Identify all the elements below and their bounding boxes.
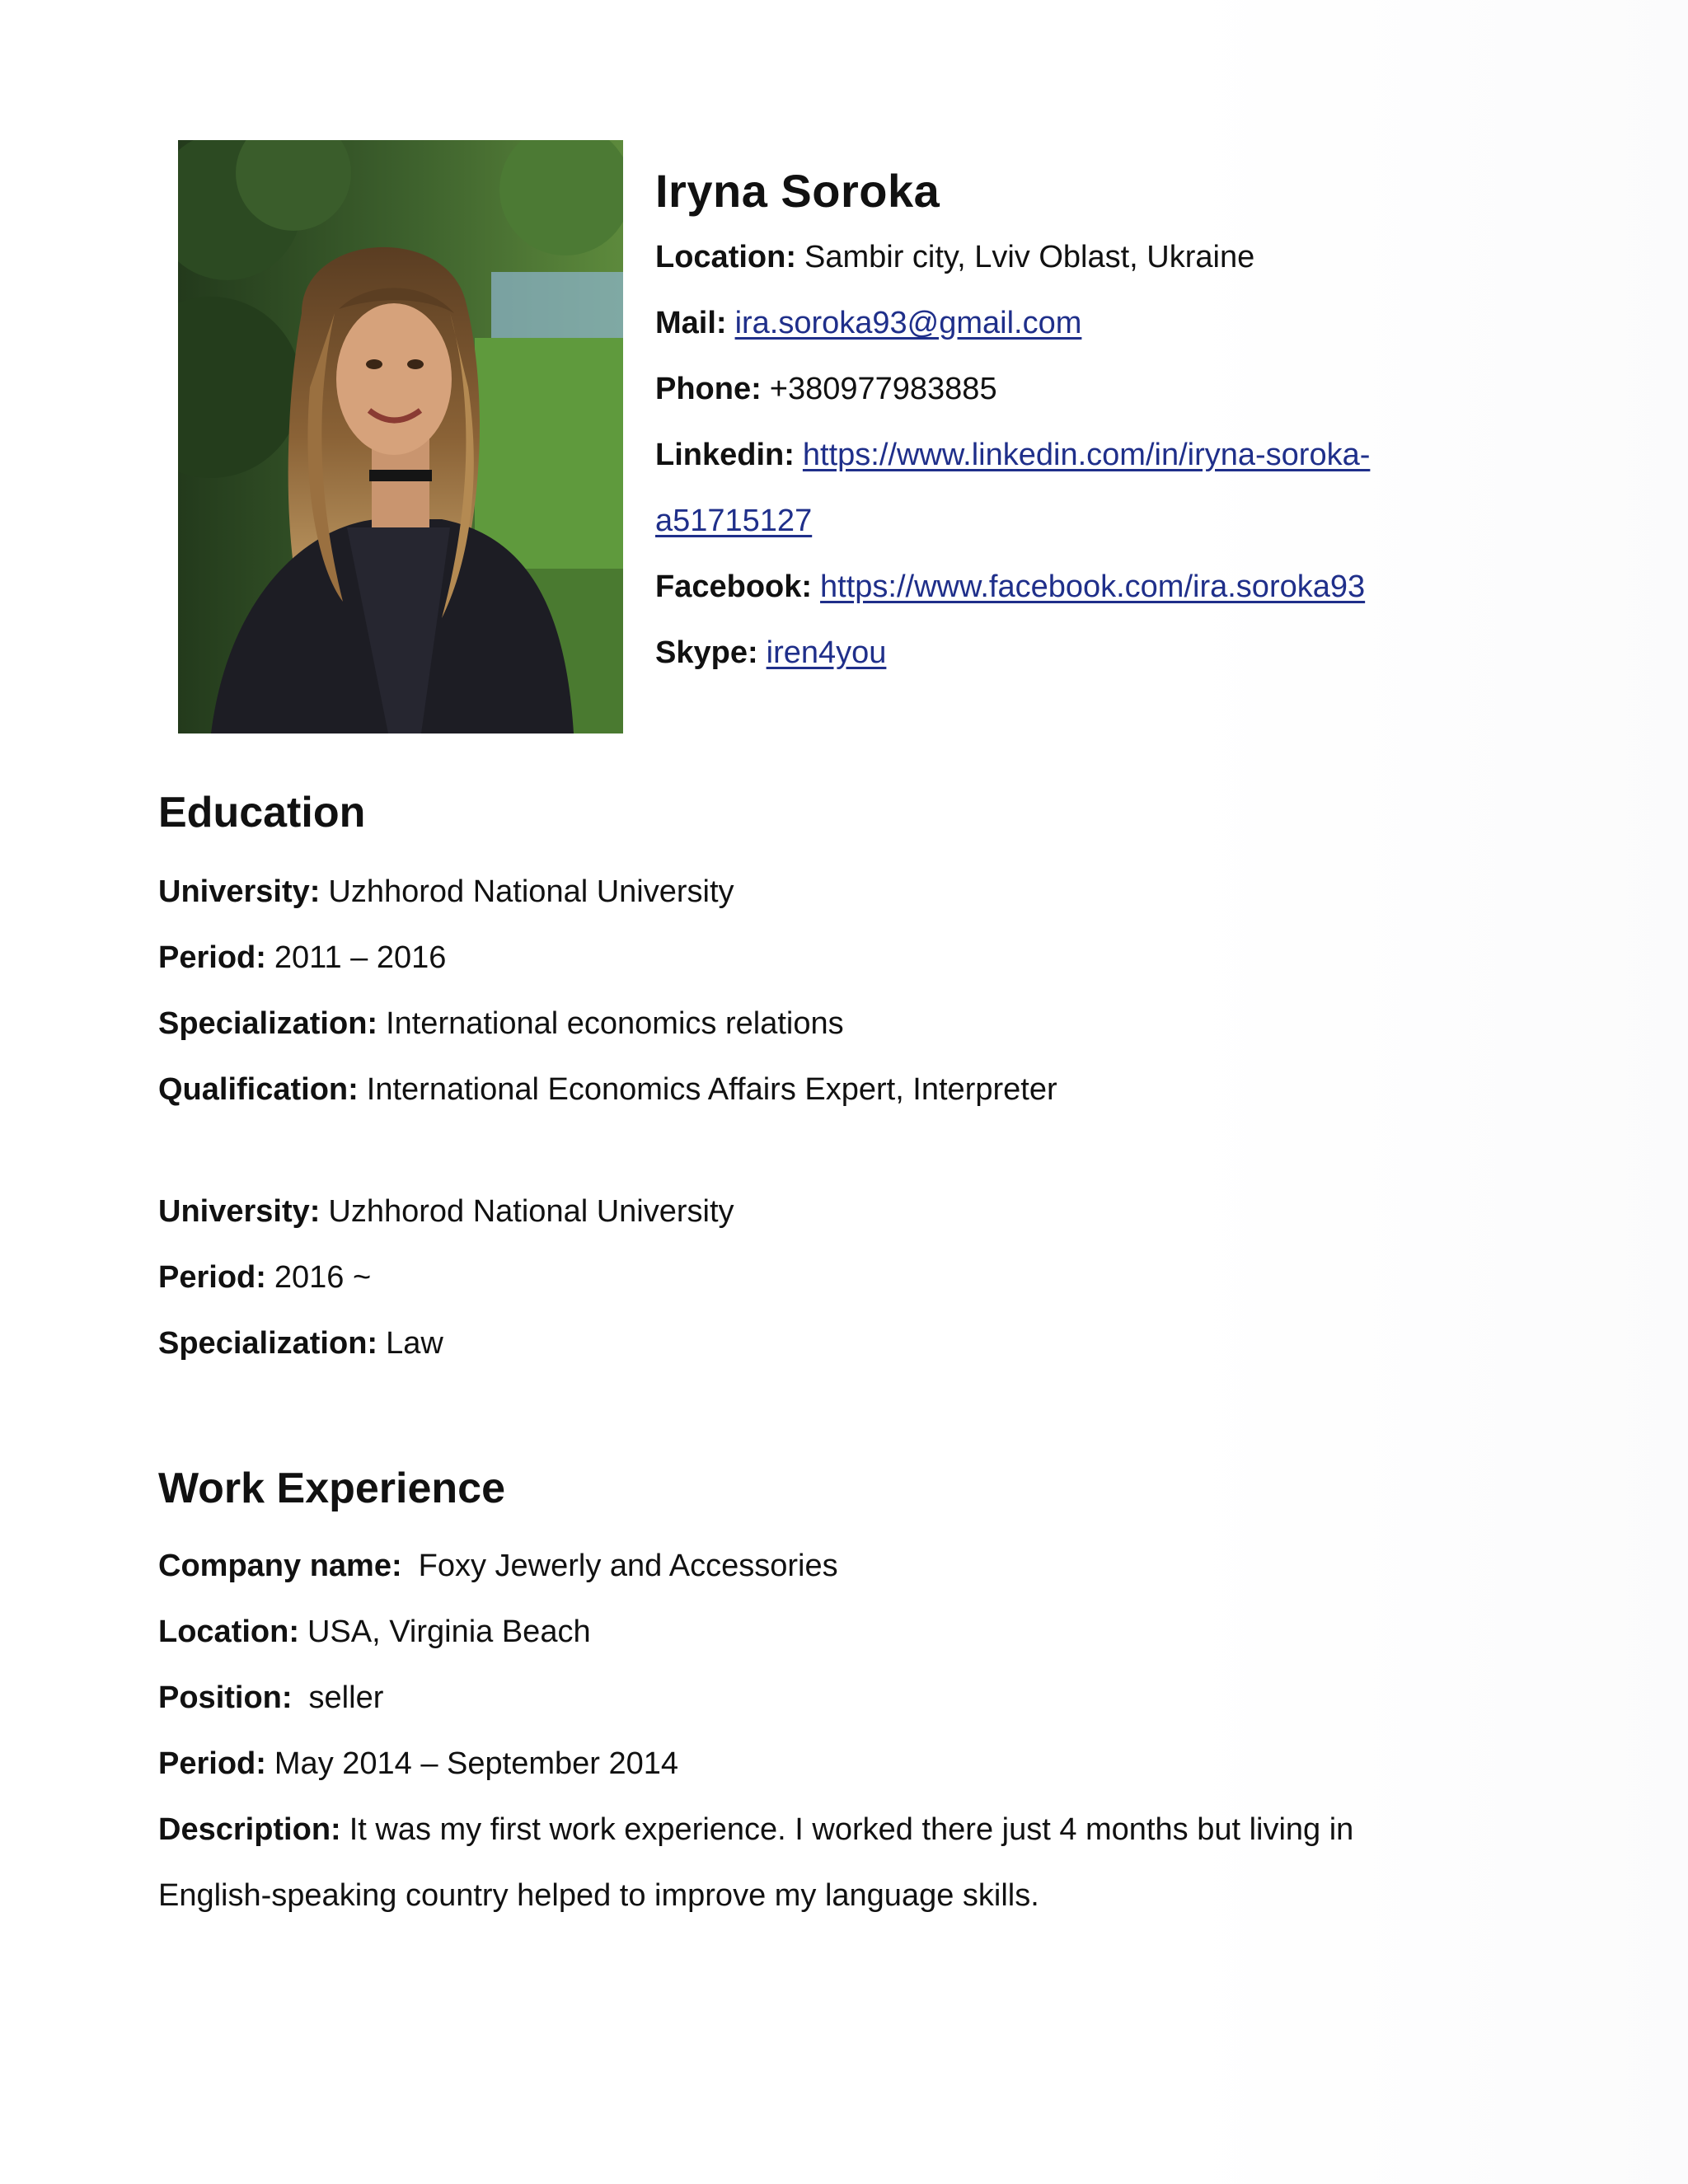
- facebook-label: Facebook:: [655, 569, 813, 604]
- location-row: [655, 224, 1603, 290]
- education-specialization-row: [158, 991, 1559, 1057]
- company-label: Company name:: [158, 1549, 402, 1583]
- description-value: It was my first work experience. I worked there just 4 months but living in English-speaking country helped to improve my language skills.: [158, 1812, 1354, 1913]
- period-value: 2011 – 2016: [274, 940, 447, 975]
- work-period-label: Period:: [158, 1746, 266, 1781]
- work-location-row: [158, 1599, 1559, 1665]
- skype-row: [655, 620, 1603, 686]
- profile-photo-illustration: [178, 140, 623, 733]
- work-experience-heading: Work Experience: [158, 1465, 506, 1512]
- work-location-label: Location:: [158, 1615, 299, 1649]
- specialization-label: Specialization:: [158, 1326, 378, 1361]
- education-qualification-row: [158, 1057, 1559, 1122]
- qualification-label: Qualification:: [158, 1072, 359, 1107]
- company-value: Foxy Jewerly and Accessories: [418, 1549, 838, 1583]
- linkedin-link[interactable]: https://www.linkedin.com/in/iryna-soroka-: [802, 438, 1371, 472]
- phone-label: Phone:: [655, 372, 762, 406]
- work-company-row: [158, 1533, 1559, 1599]
- education-specialization-row: [158, 1310, 1559, 1376]
- work-period-row: [158, 1731, 1559, 1797]
- university-value: Uzhhorod National University: [328, 874, 734, 909]
- qualification-value: International Economics Affairs Expert, Interpreter: [366, 1072, 1057, 1107]
- mail-label: Mail:: [655, 306, 727, 340]
- university-value: Uzhhorod National University: [328, 1194, 734, 1229]
- work-location-value: USA, Virginia Beach: [307, 1615, 591, 1649]
- specialization-value: Law: [386, 1326, 443, 1361]
- location-label: Location:: [655, 240, 796, 274]
- facebook-row: [655, 554, 1603, 620]
- period-label: Period:: [158, 1260, 266, 1295]
- location-value: Sambir city, Lviv Oblast, Ukraine: [804, 240, 1255, 274]
- education-heading: Education: [158, 789, 366, 837]
- linkedin-row-continued: [655, 488, 1603, 554]
- position-label: Position:: [158, 1680, 293, 1715]
- education-period-row: [158, 925, 1559, 991]
- university-label: University:: [158, 874, 321, 909]
- work-description-row: [158, 1797, 1444, 1929]
- skype-label: Skype:: [655, 635, 758, 670]
- work-period-value: May 2014 – September 2014: [274, 1746, 679, 1781]
- education-university-row: [158, 1179, 1559, 1244]
- mail-row: [655, 290, 1603, 356]
- profile-photo: [178, 140, 623, 733]
- work-position-row: [158, 1665, 1559, 1731]
- linkedin-row: [655, 422, 1603, 488]
- mail-link[interactable]: ira.soroka93@gmail.com: [734, 306, 1082, 340]
- phone-value: +380977983885: [769, 372, 997, 406]
- description-label: Description:: [158, 1812, 341, 1847]
- linkedin-label: Linkedin:: [655, 438, 795, 472]
- facebook-link[interactable]: https://www.facebook.com/ira.soroka93: [820, 569, 1366, 604]
- specialization-value: International economics relations: [386, 1006, 844, 1041]
- skype-link[interactable]: iren4you: [766, 635, 887, 670]
- phone-row: [655, 356, 1603, 422]
- period-label: Period:: [158, 940, 266, 975]
- period-value: 2016 ~: [274, 1260, 372, 1295]
- education-entry-spacer: [158, 1122, 1559, 1179]
- work-experience-section: [158, 1455, 1559, 1929]
- university-label: University:: [158, 1194, 321, 1229]
- specialization-label: Specialization:: [158, 1006, 378, 1041]
- contact-header: [655, 158, 1603, 686]
- linkedin-link-continued[interactable]: a51715127: [655, 504, 813, 538]
- position-value: seller: [308, 1680, 384, 1715]
- education-period-row: [158, 1244, 1559, 1310]
- candidate-name: Iryna Soroka: [655, 165, 940, 217]
- education-university-row: [158, 859, 1559, 925]
- education-section: [158, 780, 1559, 1376]
